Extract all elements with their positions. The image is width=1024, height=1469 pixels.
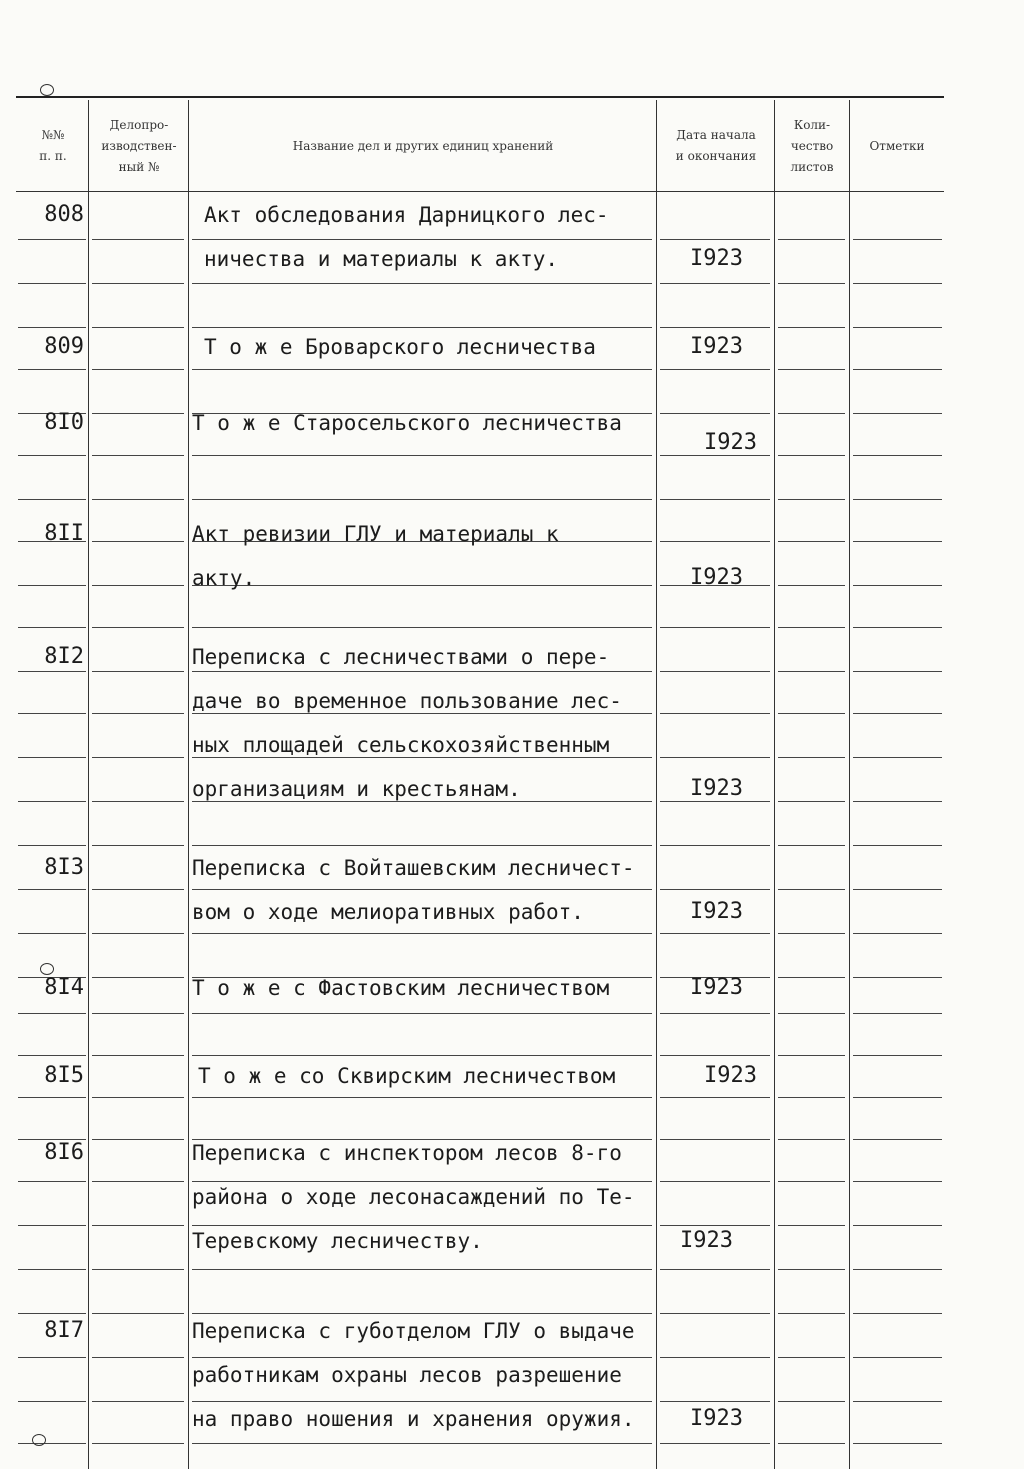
entry-date: I923 [690, 334, 743, 359]
entry-title-line: даче во временное пользование лес- [192, 689, 622, 713]
ruled-line [853, 1139, 942, 1140]
ruled-line [853, 499, 942, 500]
ruled-line [853, 1055, 942, 1056]
ruled-line [853, 541, 942, 542]
ruled-line [853, 1269, 942, 1270]
ruled-line [92, 1313, 184, 1314]
ruled-line [660, 283, 770, 284]
ruled-line [192, 283, 652, 284]
entry-title-line: Т о ж е Броварского лесничества [204, 335, 596, 359]
ruled-line [92, 933, 184, 934]
ruled-line [92, 757, 184, 758]
entry-title-line: Переписка с инспектором лесов 8-го [192, 1141, 622, 1165]
ruled-line [778, 1313, 845, 1314]
header-col-sheet-count: Коли- чество листов [790, 117, 834, 174]
ruled-line [853, 671, 942, 672]
ruled-line [660, 1139, 770, 1140]
ruled-line [778, 413, 845, 414]
header-col-dates: Дата начала и окончания [675, 128, 757, 163]
ruled-line [92, 541, 184, 542]
ruled-line [778, 1401, 845, 1402]
ruled-line [192, 369, 652, 370]
ruled-line [192, 455, 652, 456]
entry-date: I923 [690, 975, 743, 1000]
ruled-line [660, 1181, 770, 1182]
entry-title [198, 1054, 668, 1098]
ruled-line [660, 627, 770, 628]
ruled-line [192, 627, 652, 628]
ruled-line [18, 585, 86, 586]
ruled-line [92, 889, 184, 890]
ruled-line [92, 239, 184, 240]
entry-title-line: района о ходе лесонасаждений по Те- [192, 1185, 635, 1209]
ruled-line [778, 327, 845, 328]
ruled-line [92, 499, 184, 500]
ruled-line [92, 1443, 184, 1444]
ruled-line [92, 671, 184, 672]
entry-title-line: Переписка с губотделом ГЛУ о выдаче [192, 1319, 635, 1343]
ruled-line [92, 801, 184, 802]
ruled-line [92, 369, 184, 370]
entry-title [192, 846, 662, 934]
entry-title [192, 635, 662, 811]
ruled-line [853, 1097, 942, 1098]
ruled-line [853, 1357, 942, 1358]
ruled-line [853, 1401, 942, 1402]
entry-date: I923 [704, 1063, 757, 1088]
ruled-line [853, 1013, 942, 1014]
entry-title [192, 512, 662, 600]
ruled-line [660, 671, 770, 672]
ruled-line [660, 541, 770, 542]
ruled-line [778, 627, 845, 628]
ruled-line [853, 413, 942, 414]
ruled-line [92, 977, 184, 978]
entry-number: 8I4 [44, 975, 84, 1000]
entry-date: I923 [680, 1228, 733, 1253]
ruled-line [18, 713, 86, 714]
ruled-line [853, 1443, 942, 1444]
ruled-line [18, 499, 86, 500]
ruled-line [778, 499, 845, 500]
ruled-line [778, 1225, 845, 1226]
ruled-line [92, 283, 184, 284]
entry-date: I923 [690, 246, 743, 271]
ruled-line [192, 1269, 652, 1270]
ruled-line [18, 757, 86, 758]
entry-date: I923 [690, 1406, 743, 1431]
ruled-line [853, 933, 942, 934]
ruled-line [660, 1357, 770, 1358]
entry-number: 8I5 [44, 1063, 84, 1088]
ruled-line [92, 1269, 184, 1270]
ruled-line [660, 1013, 770, 1014]
ruled-line [92, 1097, 184, 1098]
entry-title-line: Переписка с лесничествами о пере- [192, 645, 610, 669]
entry-title-line: Акт обследования Дарницкого лес- [204, 203, 609, 227]
entry-title-line: ничества и материалы к акту. [204, 247, 559, 271]
ruled-line [18, 455, 86, 456]
ruled-line [853, 757, 942, 758]
ruled-line [853, 1181, 942, 1182]
ruled-line [660, 1269, 770, 1270]
entry-title-line: Т о ж е с Фастовским лесничеством [192, 976, 610, 1000]
entry-title-line: Переписка с Войташевским лесничест- [192, 856, 635, 880]
ruled-line [778, 977, 845, 978]
ruled-line [778, 1097, 845, 1098]
entry-date: I923 [704, 430, 757, 455]
header-col-notes: Отметки [869, 138, 925, 153]
ruled-line [853, 801, 942, 802]
ruled-line [660, 757, 770, 758]
entry-title-line: Т о ж е со Сквирским лесничеством [198, 1064, 616, 1088]
ruled-line [18, 933, 86, 934]
entry-title [192, 401, 662, 445]
entry-number: 8I3 [44, 855, 84, 880]
entry-number: 8II [44, 521, 84, 546]
ruled-line [660, 1313, 770, 1314]
entry-title-line: акту. [192, 566, 256, 590]
ruled-line [853, 627, 942, 628]
ruled-line [660, 369, 770, 370]
header-col-number: №№ п. п. [39, 128, 67, 163]
entry-title [192, 966, 662, 1010]
ruled-line [92, 1055, 184, 1056]
entry-date: I923 [690, 776, 743, 801]
ruled-line [853, 845, 942, 846]
ruled-line [92, 1401, 184, 1402]
entry-title-line: работникам охраны лесов разрешение [192, 1363, 622, 1387]
ruled-line [853, 369, 942, 370]
entry-title [204, 193, 674, 281]
entry-title [192, 1309, 662, 1441]
entry-number: 808 [44, 202, 84, 227]
entry-title-line: вом о ходе мелиоративных работ. [192, 900, 584, 924]
ruled-line [92, 1013, 184, 1014]
ruled-line [778, 1013, 845, 1014]
ruled-line [778, 671, 845, 672]
ruled-line [92, 1357, 184, 1358]
ruled-line [778, 283, 845, 284]
ruled-line [18, 1443, 86, 1444]
ruled-line [853, 1313, 942, 1314]
ruled-line [778, 1055, 845, 1056]
ruled-line [778, 455, 845, 456]
ruled-line [778, 889, 845, 890]
ruled-line [660, 499, 770, 500]
ruled-line [853, 283, 942, 284]
ruled-line [853, 977, 942, 978]
ruled-line [18, 1013, 86, 1014]
entry-title-line: на право ношения и хранения оружия. [192, 1407, 635, 1431]
ruled-line [660, 1443, 770, 1444]
ruled-line [853, 327, 942, 328]
ruled-line [778, 541, 845, 542]
entry-title-line: Акт ревизии ГЛУ и материалы к [192, 522, 559, 546]
ruled-line [778, 757, 845, 758]
ruled-line [92, 455, 184, 456]
ruled-line [778, 845, 845, 846]
ruled-line [18, 1357, 86, 1358]
ruled-line [778, 713, 845, 714]
ruled-line [853, 889, 942, 890]
ruled-line [778, 585, 845, 586]
ruled-line [778, 239, 845, 240]
ruled-line [18, 1225, 86, 1226]
entry-number: 8I2 [44, 644, 84, 669]
punch-hole-bottom [32, 1434, 46, 1446]
punch-hole-middle [40, 963, 54, 975]
header-col-docnum: Делопро- изводствен- ный № [101, 117, 177, 174]
ruled-line [18, 1181, 86, 1182]
ruled-line [18, 369, 86, 370]
ruled-line [92, 627, 184, 628]
entry-title-line: организациям и крестьянам. [192, 777, 521, 801]
ruled-line [778, 1443, 845, 1444]
ruled-line [853, 239, 942, 240]
ruled-line [660, 845, 770, 846]
ruled-line [853, 713, 942, 714]
entry-number: 8I7 [44, 1318, 84, 1343]
entry-date: I923 [690, 899, 743, 924]
ruled-line [18, 283, 86, 284]
ruled-line [853, 1225, 942, 1226]
entry-date: I923 [690, 565, 743, 590]
ruled-line [18, 801, 86, 802]
ruled-line [778, 1181, 845, 1182]
entry-title [192, 1131, 662, 1263]
entry-number: 8I0 [44, 410, 84, 435]
ruled-line [778, 1139, 845, 1140]
ruled-line [853, 585, 942, 586]
ruled-line [92, 327, 184, 328]
ruled-line [192, 1013, 652, 1014]
header-col-title: Название дел и других единиц хранений [292, 138, 554, 153]
ruled-line [92, 1181, 184, 1182]
ruled-line [192, 499, 652, 500]
ruled-line [778, 369, 845, 370]
ruled-line [18, 239, 86, 240]
entry-title-line: ных площадей сельскохозяйственным [192, 733, 610, 757]
ruled-line [18, 1269, 86, 1270]
ruled-line [660, 713, 770, 714]
entry-title-line: Теревскому лесничеству. [192, 1229, 483, 1253]
ruled-line [18, 627, 86, 628]
ruled-line [92, 845, 184, 846]
ruled-line [92, 1225, 184, 1226]
ruled-line [778, 1269, 845, 1270]
ruled-line [778, 933, 845, 934]
entry-number: 8I6 [44, 1140, 84, 1165]
entry-title [204, 325, 674, 369]
ruled-line [778, 801, 845, 802]
ruled-line [660, 413, 770, 414]
ruled-line [92, 413, 184, 414]
ruled-line [92, 585, 184, 586]
ruled-line [92, 713, 184, 714]
ruled-line [778, 1357, 845, 1358]
ruled-line [192, 1443, 652, 1444]
ruled-line [853, 455, 942, 456]
entry-number: 809 [44, 334, 84, 359]
ruled-line [92, 1139, 184, 1140]
ruled-line [18, 1401, 86, 1402]
entry-title-line: Т о ж е Старосельского лесничества [192, 411, 622, 435]
